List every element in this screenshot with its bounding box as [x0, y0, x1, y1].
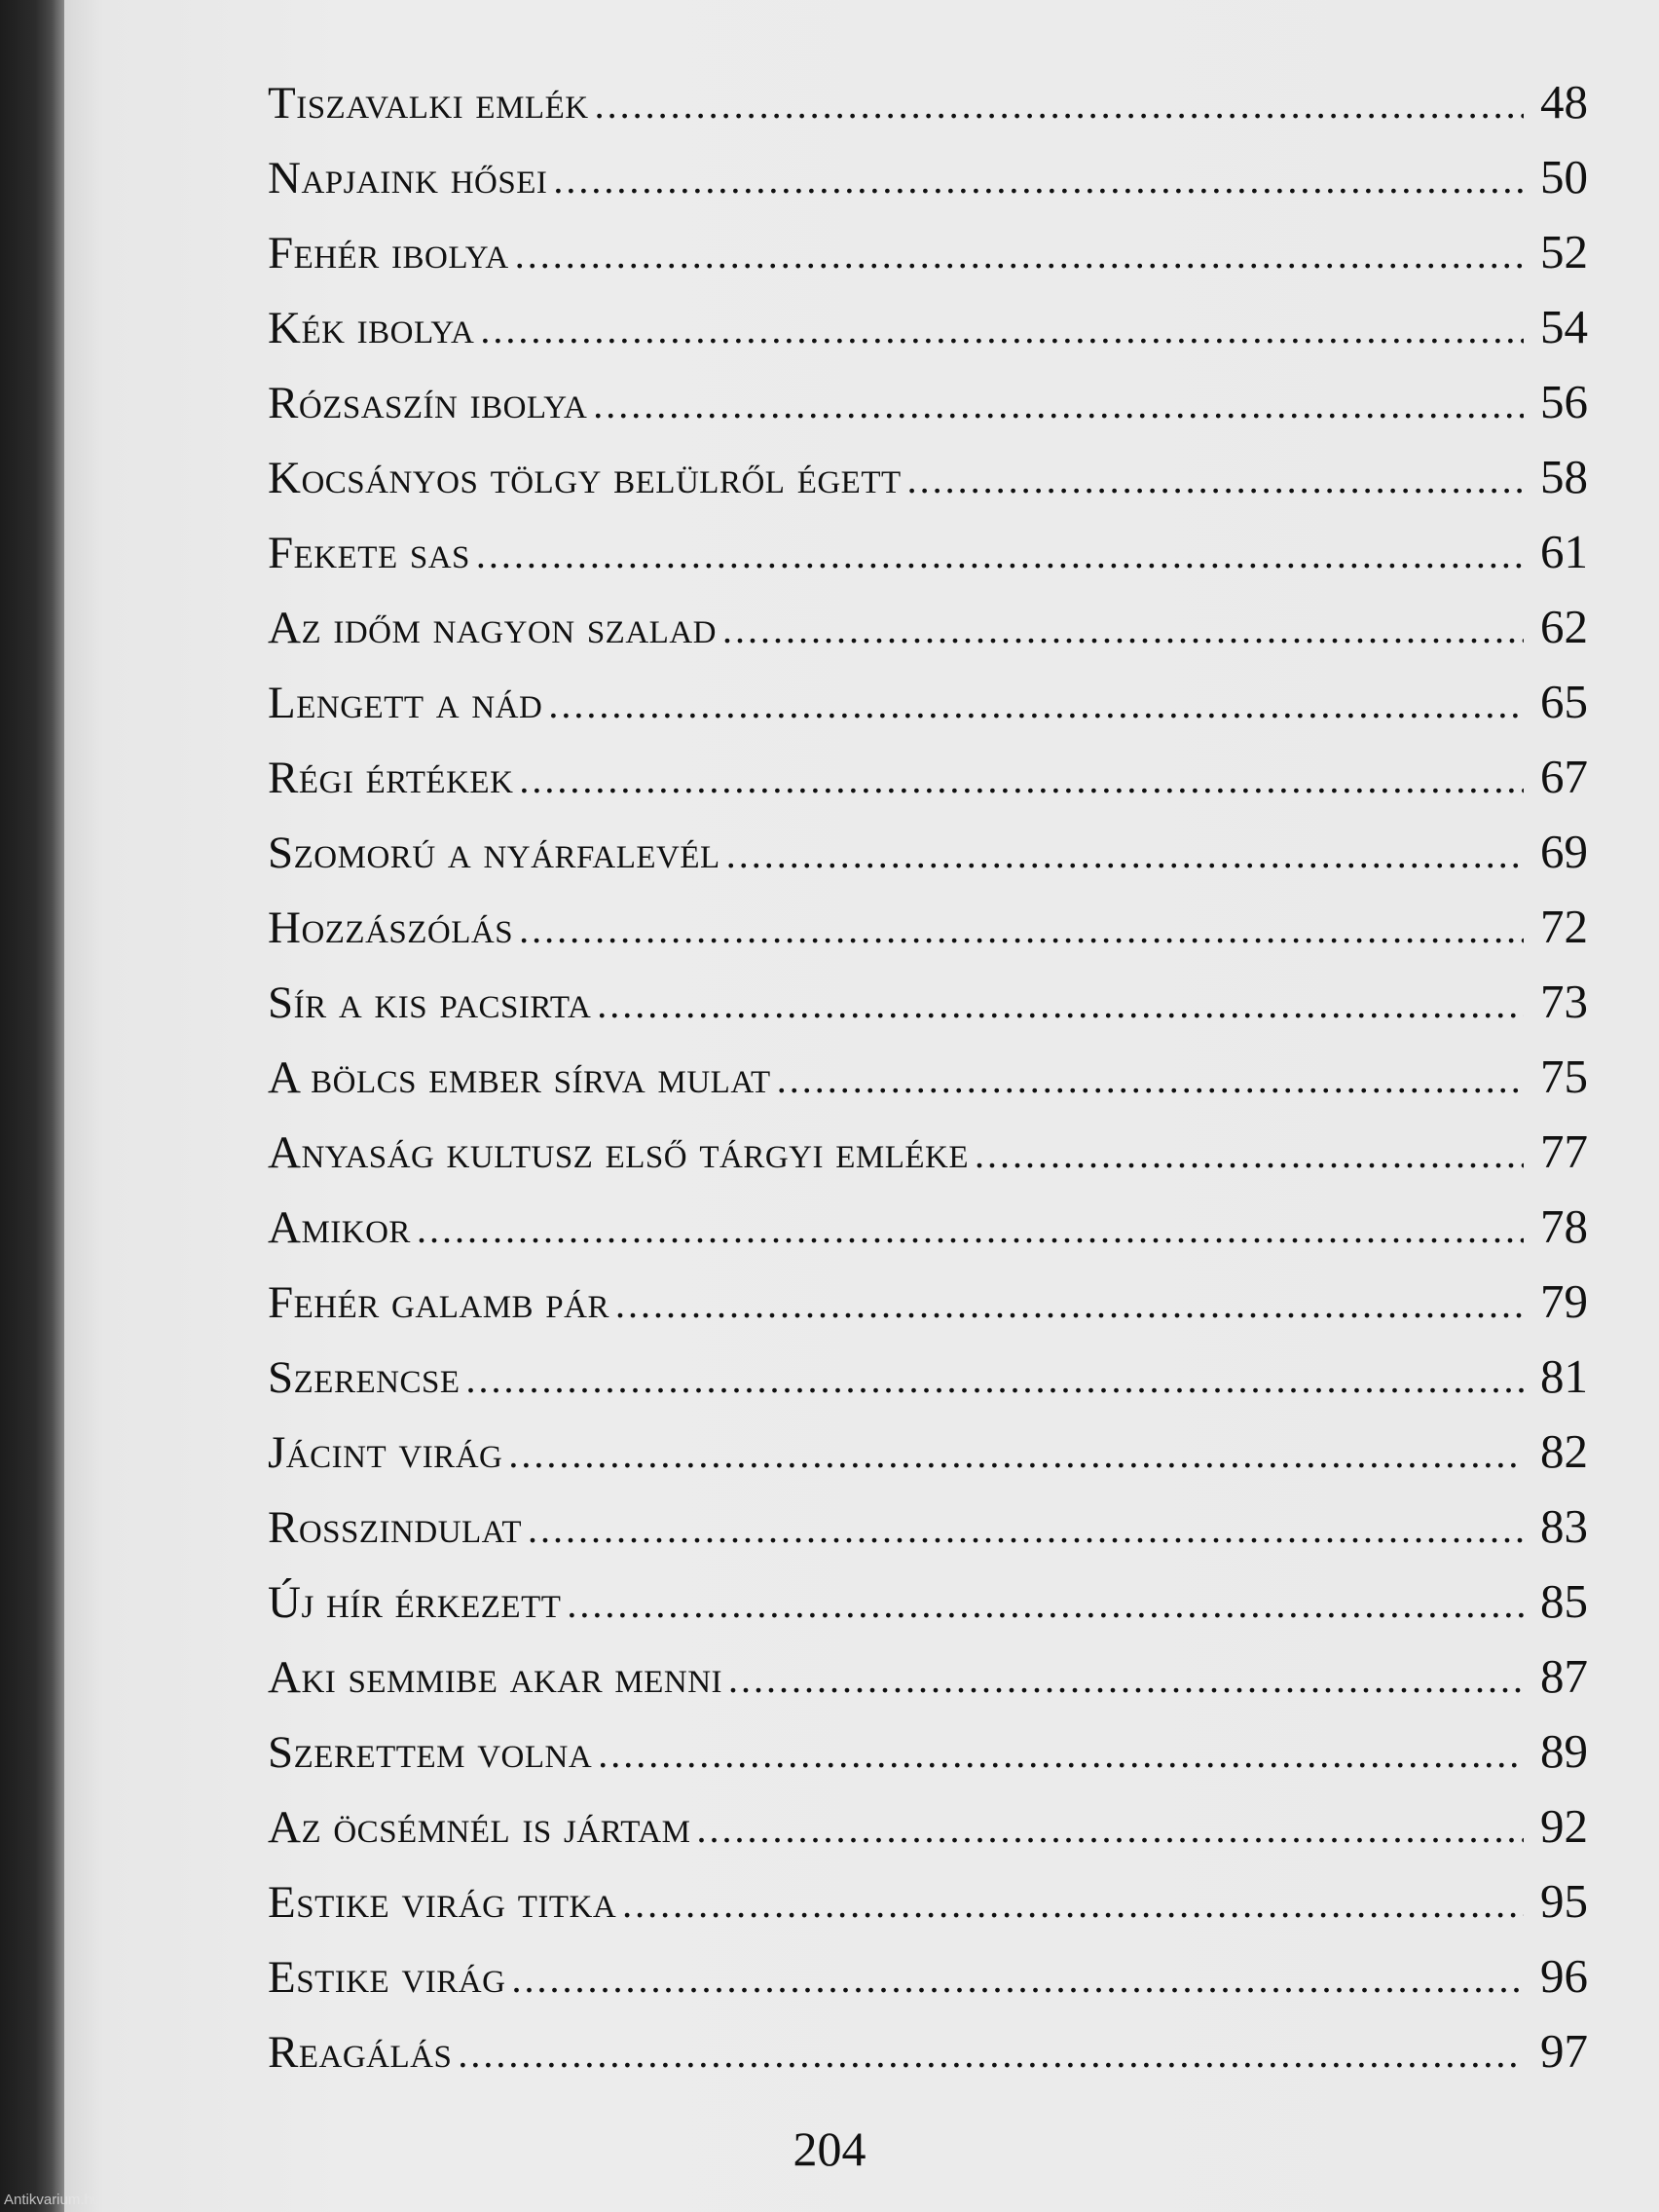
toc-entry-page: 50 — [1540, 150, 1588, 203]
toc-entry-page: 78 — [1540, 1199, 1588, 1253]
toc-dot-leader — [465, 1342, 1524, 1417]
toc-entry-title: Amikor — [268, 1202, 411, 1253]
toc-entry — [268, 289, 1588, 364]
toc-dot-leader — [519, 742, 1524, 817]
toc-dot-leader — [595, 67, 1524, 142]
toc-entry-page: 97 — [1540, 2024, 1588, 2078]
toc-entry — [268, 889, 1588, 964]
toc-entry — [268, 1189, 1588, 1264]
toc-entry-page: 67 — [1540, 750, 1588, 803]
toc-entry-page: 89 — [1540, 1724, 1588, 1778]
toc-entry — [268, 1264, 1588, 1339]
toc-entry-page: 85 — [1540, 1574, 1588, 1628]
toc-dot-leader — [615, 1267, 1524, 1342]
toc-dot-leader — [528, 1492, 1524, 1567]
toc-dot-leader — [728, 1641, 1524, 1716]
toc-entry-title: Tiszavalki emlék — [268, 78, 589, 129]
toc-dot-leader — [480, 292, 1524, 367]
toc-entry — [268, 1114, 1588, 1189]
toc-entry-title: Rosszindulat — [268, 1502, 523, 1553]
toc-entry — [268, 64, 1588, 139]
toc-entry — [268, 514, 1588, 589]
toc-entry — [268, 1714, 1588, 1788]
toc-dot-leader — [597, 967, 1524, 1042]
toc-entry-page: 92 — [1540, 1799, 1588, 1853]
toc-entry-page: 62 — [1540, 600, 1588, 653]
toc-entry-title: Szerencse — [268, 1352, 461, 1403]
toc-entry-title: Reagálás — [268, 2027, 453, 2078]
toc-entry — [268, 1639, 1588, 1714]
page-number: 204 — [793, 2121, 866, 2176]
toc-dot-leader — [593, 367, 1524, 442]
toc-entry-page: 73 — [1540, 975, 1588, 1028]
toc-entry — [268, 1339, 1588, 1414]
toc-entry-title: Fekete sas — [268, 528, 470, 578]
toc-dot-leader — [726, 817, 1524, 892]
toc-dot-leader — [417, 1192, 1524, 1267]
toc-dot-leader — [548, 667, 1524, 742]
toc-entry-page: 48 — [1540, 75, 1588, 129]
toc-entry-page: 87 — [1540, 1649, 1588, 1703]
toc-entry — [268, 214, 1588, 289]
toc-entry-page: 95 — [1540, 1874, 1588, 1928]
toc-dot-leader — [476, 517, 1524, 592]
toc-entry-page: 72 — [1540, 900, 1588, 953]
toc-dot-leader — [567, 1567, 1524, 1641]
toc-dot-leader — [553, 142, 1524, 217]
toc-entry-title: Az öcsémnél is jártam — [268, 1802, 691, 1853]
toc-entry-title: Fehér ibolya — [268, 228, 509, 278]
toc-entry-title: Rózsaszín ibolya — [268, 378, 588, 428]
toc-entry-page: 81 — [1540, 1349, 1588, 1403]
toc-entry-page: 65 — [1540, 675, 1588, 728]
toc-dot-leader — [515, 217, 1524, 292]
toc-entry — [268, 1863, 1588, 1938]
toc-dot-leader — [907, 442, 1524, 517]
toc-entry-title: Estike virág — [268, 1952, 506, 2003]
toc-entry — [268, 964, 1588, 1039]
toc-dot-leader — [508, 1417, 1524, 1492]
toc-entry-title: Anyaság kultusz első tárgyi emléke — [268, 1127, 970, 1178]
toc-dot-leader — [598, 1716, 1524, 1791]
toc-entry-page: 69 — [1540, 825, 1588, 878]
table-of-contents — [268, 64, 1588, 2088]
toc-entry — [268, 1414, 1588, 1489]
toc-entry — [268, 1564, 1588, 1639]
toc-entry-title: Jácint virág — [268, 1427, 503, 1478]
toc-entry-page: 77 — [1540, 1124, 1588, 1178]
toc-entry-page: 56 — [1540, 375, 1588, 428]
toc-entry-page: 79 — [1540, 1274, 1588, 1328]
toc-entry — [268, 364, 1588, 439]
toc-entry — [268, 589, 1588, 664]
toc-dot-leader — [696, 1791, 1524, 1866]
toc-entry — [268, 739, 1588, 814]
toc-entry-title: Szomorú a nyárfalevél — [268, 828, 720, 878]
toc-entry-title: Napjaink hősei — [268, 153, 548, 203]
book-binding-shadow — [0, 0, 64, 2212]
toc-entry-page: 96 — [1540, 1949, 1588, 2003]
toc-entry — [268, 1938, 1588, 2013]
toc-entry — [268, 1039, 1588, 1114]
toc-entry-title: A bölcs ember sírva mulat — [268, 1052, 771, 1103]
toc-entry-title: Fehér galamb pár — [268, 1277, 609, 1328]
toc-entry-page: 61 — [1540, 525, 1588, 578]
toc-entry — [268, 664, 1588, 739]
toc-entry-page: 58 — [1540, 450, 1588, 503]
toc-entry — [268, 814, 1588, 889]
toc-entry-page: 54 — [1540, 300, 1588, 353]
toc-dot-leader — [458, 2016, 1524, 2091]
toc-dot-leader — [519, 892, 1524, 967]
toc-entry — [268, 2013, 1588, 2088]
site-watermark: Antikvarium.hu — [4, 2192, 101, 2208]
toc-entry-title: Hozzászólás — [268, 903, 514, 953]
toc-entry-title: Kék ibolya — [268, 303, 475, 353]
toc-dot-leader — [975, 1117, 1524, 1192]
toc-entry — [268, 139, 1588, 214]
toc-entry-title: Új hír érkezett — [268, 1577, 562, 1628]
toc-entry-title: Lengett a nád — [268, 678, 543, 728]
toc-entry-page: 75 — [1540, 1050, 1588, 1103]
toc-entry-title: Az időm nagyon szalad — [268, 603, 717, 653]
toc-dot-leader — [511, 1941, 1524, 2016]
toc-entry — [268, 439, 1588, 514]
toc-entry-title: Szerettem volna — [268, 1727, 593, 1778]
toc-entry-page: 83 — [1540, 1499, 1588, 1553]
toc-entry-title: Régi értékek — [268, 753, 514, 803]
toc-entry-title: Aki semmibe akar menni — [268, 1652, 723, 1703]
toc-entry-title: Kocsányos tölgy belülről égett — [268, 453, 902, 503]
toc-dot-leader — [622, 1866, 1524, 1941]
toc-dot-leader — [722, 592, 1524, 667]
toc-dot-leader — [777, 1042, 1524, 1117]
toc-entry-title: Estike virág titka — [268, 1877, 617, 1928]
toc-entry-page: 52 — [1540, 225, 1588, 278]
toc-entry-page: 82 — [1540, 1424, 1588, 1478]
toc-entry-title: Sír a kis pacsirta — [268, 977, 592, 1028]
toc-entry — [268, 1489, 1588, 1564]
toc-entry — [268, 1788, 1588, 1863]
